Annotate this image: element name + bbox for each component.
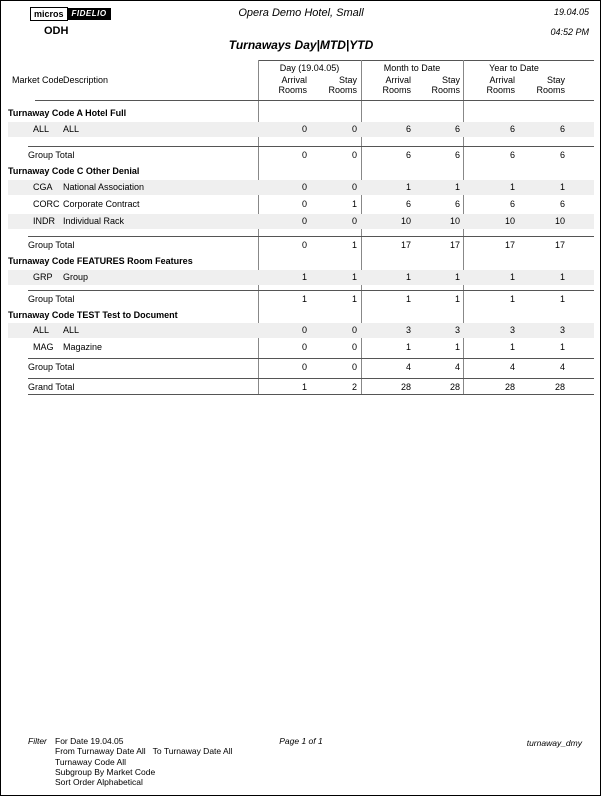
table-row bbox=[8, 214, 594, 229]
value-cell: 1 bbox=[301, 272, 307, 282]
arrival-label: Arrival bbox=[385, 75, 411, 85]
report-time: 04:52 PM bbox=[550, 27, 589, 37]
value-cell: 3 bbox=[405, 325, 411, 335]
value-cell: 0 bbox=[351, 325, 357, 335]
section-header-row bbox=[8, 106, 594, 121]
value-cell: 6 bbox=[405, 199, 411, 209]
value-cell: 6 bbox=[559, 150, 565, 160]
column-header-row bbox=[8, 75, 594, 99]
value-cell: 1 bbox=[454, 272, 460, 282]
grand-total-row bbox=[8, 380, 594, 394]
divider bbox=[28, 290, 594, 291]
table-row bbox=[8, 270, 594, 285]
value-cell: 0 bbox=[351, 362, 357, 372]
value-cell: 3 bbox=[454, 325, 460, 335]
value-cell: 4 bbox=[509, 362, 515, 372]
value-cell: 0 bbox=[301, 325, 307, 335]
rooms-label: Rooms bbox=[536, 85, 565, 95]
value-cell: 10 bbox=[554, 216, 565, 226]
col-group-month-to-date: Month to Date bbox=[383, 62, 441, 73]
value-cell: 6 bbox=[509, 124, 515, 134]
market-code-header: Market Code bbox=[12, 75, 64, 85]
value-cell: 6 bbox=[405, 150, 411, 160]
value-cell: 1 bbox=[351, 272, 357, 282]
group-total-label: Group Total bbox=[28, 362, 75, 372]
property-code: ODH bbox=[44, 25, 69, 37]
value-cell: 17 bbox=[449, 240, 460, 250]
value-cell: 0 bbox=[351, 182, 357, 192]
filter-label: Filter bbox=[28, 736, 47, 746]
value-cell: 1 bbox=[405, 272, 411, 282]
value-cell: 17 bbox=[554, 240, 565, 250]
value-cell: 6 bbox=[405, 124, 411, 134]
description-cell: ALL bbox=[63, 124, 80, 134]
filter-line: Turnaway Code All bbox=[55, 756, 127, 767]
market-code-cell: GRP bbox=[33, 272, 53, 282]
col-group-day: Day (19.04.05) bbox=[279, 62, 340, 73]
value-cell: 1 bbox=[559, 342, 565, 352]
value-cell: 1 bbox=[301, 294, 307, 304]
value-cell: 6 bbox=[509, 150, 515, 160]
value-cell: 1 bbox=[454, 294, 460, 304]
rooms-label: Rooms bbox=[431, 85, 460, 95]
value-cell: 0 bbox=[351, 150, 357, 160]
market-code-cell: CORC bbox=[33, 199, 60, 209]
value-cell: 1 bbox=[559, 272, 565, 282]
value-cell: 4 bbox=[405, 362, 411, 372]
rooms-label: Rooms bbox=[328, 85, 357, 95]
mtd-arrival-rooms-header bbox=[357, 75, 411, 95]
value-cell: 28 bbox=[400, 382, 411, 392]
value-cell: 17 bbox=[504, 240, 515, 250]
market-code-cell: ALL bbox=[33, 124, 50, 134]
value-cell: 6 bbox=[454, 199, 460, 209]
turnaways-table bbox=[8, 60, 594, 396]
value-cell: 1 bbox=[405, 294, 411, 304]
value-cell: 0 bbox=[301, 342, 307, 352]
section-title: Turnaway Code A Hotel Full bbox=[8, 108, 127, 118]
table-row bbox=[8, 340, 594, 355]
description-cell: Magazine bbox=[63, 342, 103, 352]
value-cell: 0 bbox=[301, 216, 307, 226]
value-cell: 1 bbox=[509, 294, 515, 304]
group-total-label: Group Total bbox=[28, 150, 75, 160]
group-total-row bbox=[8, 292, 594, 306]
grand-total-label: Grand Total bbox=[28, 382, 75, 392]
day-stay-rooms-header bbox=[307, 75, 357, 95]
market-code-cell: CGA bbox=[33, 182, 53, 192]
logo-fidelio-text: FIDELIO bbox=[68, 8, 111, 20]
value-cell: 1 bbox=[405, 342, 411, 352]
table-row bbox=[8, 323, 594, 338]
value-cell: 6 bbox=[559, 124, 565, 134]
value-cell: 0 bbox=[301, 182, 307, 192]
divider bbox=[258, 60, 594, 61]
table-row bbox=[8, 180, 594, 195]
section-header-row bbox=[8, 254, 594, 269]
value-cell: 0 bbox=[351, 124, 357, 134]
value-cell: 2 bbox=[351, 382, 357, 392]
section-title: Turnaway Code TEST Test to Document bbox=[8, 310, 178, 320]
rooms-label: Rooms bbox=[486, 85, 515, 95]
filter-line: For Date 19.04.05 bbox=[55, 736, 124, 746]
value-cell: 1 bbox=[509, 342, 515, 352]
value-cell: 6 bbox=[559, 199, 565, 209]
description-cell: Corporate Contract bbox=[63, 199, 140, 209]
arrival-label: Arrival bbox=[489, 75, 515, 85]
section-header-row bbox=[8, 308, 594, 323]
value-cell: 6 bbox=[454, 124, 460, 134]
stay-label: Stay bbox=[338, 75, 357, 85]
value-cell: 3 bbox=[559, 325, 565, 335]
value-cell: 1 bbox=[454, 342, 460, 352]
value-cell: 28 bbox=[449, 382, 460, 392]
mtd-stay-rooms-header bbox=[411, 75, 460, 95]
group-total-row bbox=[8, 238, 594, 252]
ytd-arrival-rooms-header bbox=[460, 75, 515, 95]
value-cell: 1 bbox=[351, 240, 357, 250]
stay-label: Stay bbox=[441, 75, 460, 85]
stay-label: Stay bbox=[546, 75, 565, 85]
value-cell: 0 bbox=[301, 150, 307, 160]
value-cell: 10 bbox=[400, 216, 411, 226]
value-cell: 0 bbox=[301, 240, 307, 250]
group-total-row bbox=[8, 148, 594, 162]
section-header-row bbox=[8, 164, 594, 179]
divider bbox=[28, 394, 594, 395]
page-number: Page 1 of 1 bbox=[279, 736, 323, 746]
value-cell: 1 bbox=[559, 294, 565, 304]
value-cell: 28 bbox=[554, 382, 565, 392]
value-cell: 4 bbox=[559, 362, 565, 372]
divider bbox=[28, 146, 594, 147]
rooms-label: Rooms bbox=[382, 85, 411, 95]
description-cell: National Association bbox=[63, 182, 145, 192]
hotel-name: Opera Demo Hotel, Small bbox=[238, 7, 364, 19]
section-title: Turnaway Code FEATURES Room Features bbox=[8, 256, 193, 266]
value-cell: 1 bbox=[509, 182, 515, 192]
value-cell: 1 bbox=[351, 199, 357, 209]
value-cell: 10 bbox=[449, 216, 460, 226]
description-cell: ALL bbox=[63, 325, 80, 335]
description-header: Description bbox=[63, 75, 109, 85]
value-cell: 6 bbox=[509, 199, 515, 209]
filter-line: From Turnaway Date All To Turnaway Date All bbox=[55, 746, 233, 757]
value-cell: 1 bbox=[301, 382, 307, 392]
day-arrival-rooms-header bbox=[258, 75, 307, 95]
group-total-label: Group Total bbox=[28, 240, 75, 250]
filter-line: Subgroup By Market Code bbox=[55, 766, 156, 777]
value-cell: 10 bbox=[504, 216, 515, 226]
divider bbox=[28, 378, 594, 379]
value-cell: 4 bbox=[454, 362, 460, 372]
value-cell: 17 bbox=[400, 240, 411, 250]
market-code-cell: INDR bbox=[33, 216, 55, 226]
filter-line: Sort Order Alphabetical bbox=[55, 777, 143, 788]
value-cell: 0 bbox=[351, 216, 357, 226]
divider bbox=[28, 358, 594, 359]
divider bbox=[35, 100, 594, 101]
value-cell: 0 bbox=[351, 342, 357, 352]
group-total-label: Group Total bbox=[28, 294, 75, 304]
value-cell: 1 bbox=[559, 182, 565, 192]
description-cell: Individual Rack bbox=[63, 216, 125, 226]
table-row bbox=[8, 197, 594, 212]
report-title: Turnaways Day|MTD|YTD bbox=[228, 38, 374, 52]
value-cell: 0 bbox=[301, 362, 307, 372]
value-cell: 3 bbox=[509, 325, 515, 335]
value-cell: 1 bbox=[454, 182, 460, 192]
divider bbox=[28, 236, 594, 237]
value-cell: 6 bbox=[454, 150, 460, 160]
value-cell: 1 bbox=[351, 294, 357, 304]
logo-micros-text: micros bbox=[30, 7, 68, 21]
section-title: Turnaway Code C Other Denial bbox=[8, 166, 140, 176]
col-group-year-to-date: Year to Date bbox=[489, 62, 539, 73]
description-cell: Group bbox=[63, 272, 89, 282]
rooms-label: Rooms bbox=[278, 85, 307, 95]
value-cell: 0 bbox=[301, 199, 307, 209]
column-group-header-row bbox=[8, 62, 594, 73]
ytd-stay-rooms-header bbox=[515, 75, 565, 95]
arrival-label: Arrival bbox=[281, 75, 307, 85]
value-cell: 1 bbox=[405, 182, 411, 192]
market-code-cell: MAG bbox=[33, 342, 54, 352]
value-cell: 0 bbox=[301, 124, 307, 134]
value-cell: 28 bbox=[504, 382, 515, 392]
market-code-cell: ALL bbox=[33, 325, 50, 335]
group-total-row bbox=[8, 360, 594, 374]
value-cell: 1 bbox=[509, 272, 515, 282]
report-date: 19.04.05 bbox=[553, 7, 589, 17]
table-row bbox=[8, 122, 594, 137]
report-file-name: turnaway_dmy bbox=[526, 738, 582, 748]
